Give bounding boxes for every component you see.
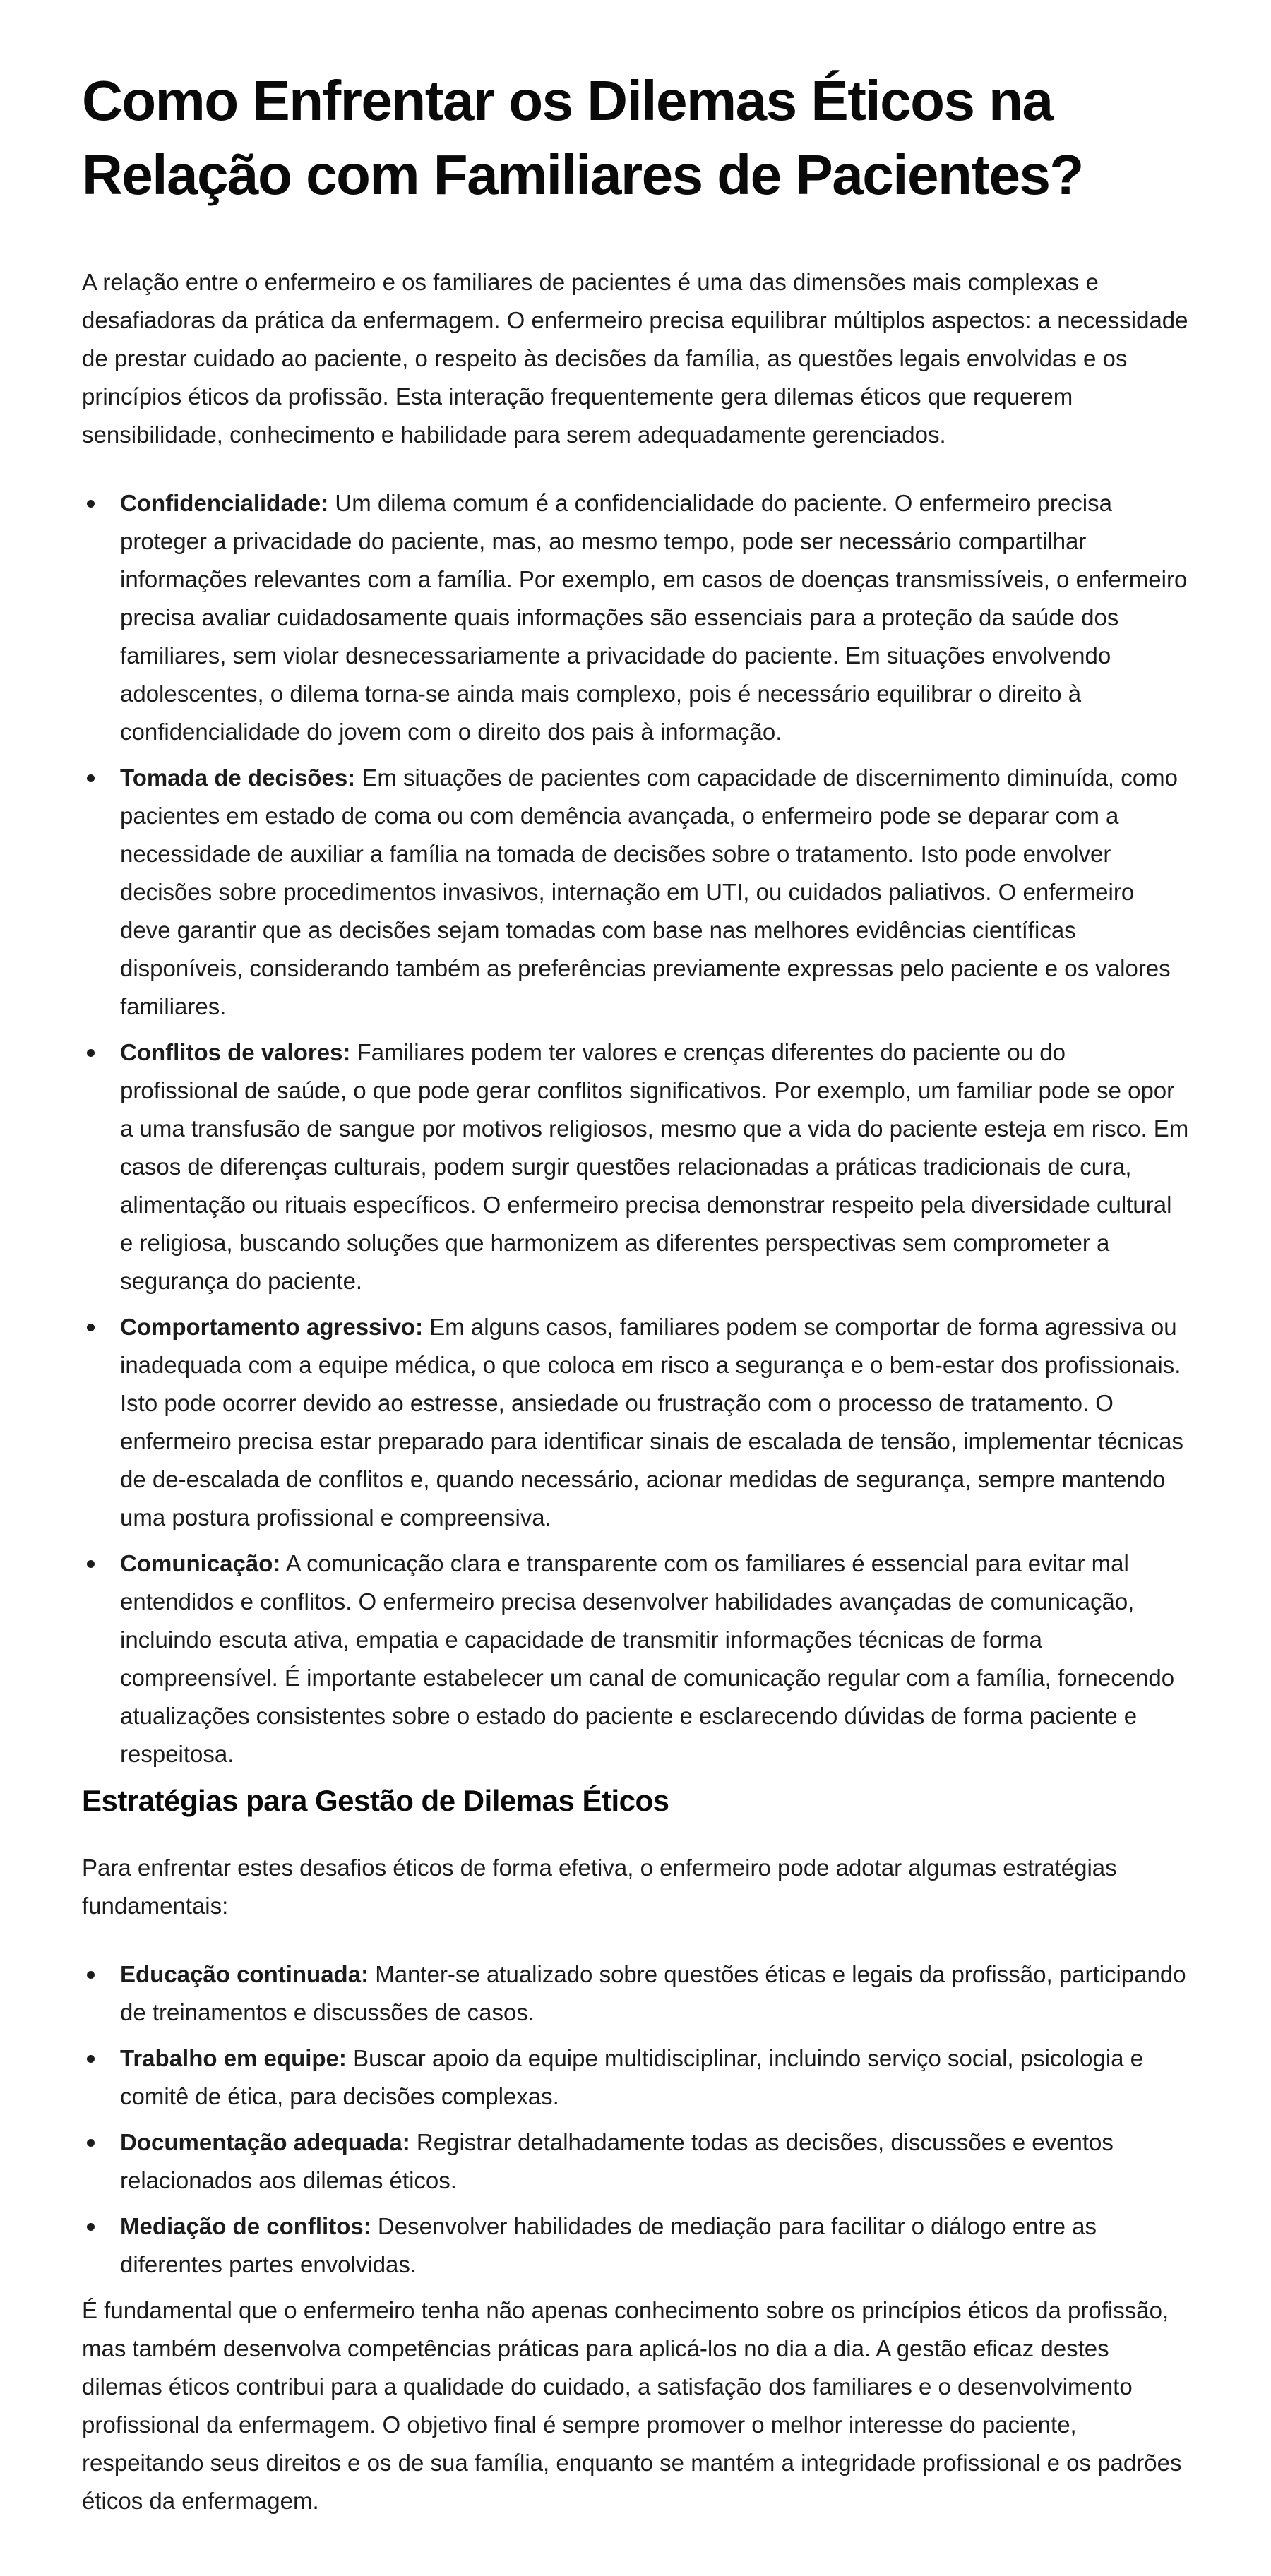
list-item-text: Desenvolver habilidades de mediação para facilitar o diálogo entre as diferentes partes envolvidas. <box>120 2213 1097 2277</box>
conclusion-paragraph: É fundamental que o enfermeiro tenha não apenas conhecimento sobre os princípios éticos da profissão, mas também desenvolva competências práticas para aplicá-los no dia a dia. A gestão eficaz destes dilemas éticos contribui para a qualidade do cuidado, a satisfação dos familiares e o desenvolvimento profissional da enfermagem. O objetivo final é sempre promover o melhor interesse do paciente, respeitando seus direitos e os de sua família, enquanto se mantém a integridade profissional e os padrões éticos da enfermagem. <box>82 2297 1182 2514</box>
list-item-text: Em situações de pacientes com capacidade de discernimento diminuída, como pacientes em estado de coma ou com demência avançada, o enfermeiro pode se deparar com a necessidade de auxiliar a família na tomada de decisões sobre o tratamento. Isto pode envolver decisões sobre procedimentos invasivos, internação em UTI, ou cuidados paliativos. O enfermeiro deve garantir que as decisões sejam tomadas com base nas melhores evidências científicas disponíveis, considerando também as preferências previamente expressas pelo paciente e os valores familiares. <box>120 765 1178 1019</box>
list-item-label: Trabalho em equipe: <box>120 2045 347 2071</box>
section-heading: Estratégias para Gestão de Dilemas Éticos <box>82 1784 669 1817</box>
list-item-text: Um dilema comum é a confidencialidade do paciente. O enfermeiro precisa proteger a privacidade do paciente, mas, ao mesmo tempo, pode ser necessário compartilhar informações relevantes com a família. Por exemplo, em casos de doenças transmissíveis, o enfermeiro precisa avaliar cuidadosamente quais informações são essenciais para a proteção da saúde dos familiares, sem violar desnecessariamente a privacidade do paciente. Em situações envolvendo adolescentes, o dilema torna-se ainda mais complexo, pois é necessário equilibrar o direito à confidencialidade do jovem com o direito dos pais à informação. <box>120 490 1188 745</box>
page-title: Como Enfrentar os Dilemas Éticos na Relação com Familiares de Pacientes? <box>82 69 1083 206</box>
list-item-tomada-de-decisoes <box>82 759 1189 1026</box>
list-item-comportamento-agressivo <box>82 1308 1189 1537</box>
strategies-list <box>82 1955 1189 2284</box>
bullet-icon <box>87 1560 95 1568</box>
list-item-documentacao-adequada <box>82 2123 1189 2200</box>
list-item-label: Confidencialidade: <box>120 490 329 516</box>
list-item-trabalho-em-equipe <box>82 2039 1189 2116</box>
bullet-icon <box>87 2055 95 2063</box>
list-item-text: Manter-se atualizado sobre questões éticas e legais da profissão, participando de treinamentos e discussões de casos. <box>120 1961 1186 2025</box>
bullet-icon <box>87 1971 95 1979</box>
list-item-mediacao-de-conflitos <box>82 2207 1189 2284</box>
list-item-label: Conflitos de valores: <box>120 1039 351 1065</box>
list-item-comunicacao <box>82 1545 1189 1773</box>
list-item-text: A comunicação clara e transparente com os familiares é essencial para evitar mal entendidos e conflitos. O enfermeiro precisa desenvolver habilidades avançadas de comunicação, incluindo escuta ativa, empatia e capacidade de transmitir informações técnicas de forma compreensível. É importante estabelecer um canal de comunicação regular com a família, fornecendo atualizações consistentes sobre o estado do paciente e esclarecendo dúvidas de forma paciente e respeitosa. <box>120 1550 1175 1767</box>
list-item-text: Familiares podem ter valores e crenças diferentes do paciente ou do profissional de saúde, o que pode gerar conflitos significativos. Por exemplo, um familiar pode se opor a uma transfusão de sangue por motivos religiosos, mesmo que a vida do paciente esteja em risco. Em casos de diferenças culturais, podem surgir questões relacionadas a práticas tradicionais de cura, alimentação ou rituais específicos. O enfermeiro precisa demonstrar respeito pela diversidade cultural e religiosa, buscando soluções que harmonizem as diferentes perspectivas sem comprometer a segurança do paciente. <box>120 1039 1189 1294</box>
list-item-educacao-continuada <box>82 1955 1189 2032</box>
list-item-label: Educação continuada: <box>120 1961 369 1987</box>
list-item-label: Mediação de conflitos: <box>120 2213 371 2239</box>
dilemmas-list <box>82 484 1189 1773</box>
list-item-conflitos-de-valores <box>82 1034 1189 1300</box>
list-item-label: Comunicação: <box>120 1550 281 1576</box>
list-item-text: Buscar apoio da equipe multidisciplinar, incluindo serviço social, psicologia e comitê de ética, para decisões complexas. <box>120 2045 1144 2109</box>
strategies-lead: Para enfrentar estes desafios éticos de forma efetiva, o enfermeiro pode adotar algumas estratégias fundamentais: <box>82 1855 1117 1919</box>
bullet-icon <box>87 2223 95 2231</box>
list-item-label: Tomada de decisões: <box>120 765 356 791</box>
list-item-text: Em alguns casos, familiares podem se comportar de forma agressiva ou inadequada com a equipe médica, o que coloca em risco a segurança e o bem-estar dos profissionais. Isto pode ocorrer devido ao estresse, ansiedade ou frustração com o processo de tratamento. O enfermeiro precisa estar preparado para identificar sinais de escalada de tensão, implementar técnicas de de-escalada de conflitos e, quando necessário, acionar medidas de segurança, sempre mantendo uma postura profissional e compreensiva. <box>120 1314 1183 1530</box>
bullet-icon <box>87 2139 95 2147</box>
bullet-icon <box>87 774 95 782</box>
bullet-icon <box>87 1324 95 1331</box>
intro-paragraph: A relação entre o enfermeiro e os familiares de pacientes é uma das dimensões mais complexas e desafiadoras da prática da enfermagem. O enfermeiro precisa equilibrar múltiplos aspectos: a necessidade de prestar cuidado ao paciente, o respeito às decisões da família, as questões legais envolvidas e os princípios éticos da profissão. Esta interação frequentemente gera dilemas éticos que requerem sensibilidade, conhecimento e habilidade para serem adequadamente gerenciados. <box>82 269 1188 448</box>
list-item-label: Documentação adequada: <box>120 2129 410 2155</box>
bullet-icon <box>87 1049 95 1057</box>
bullet-icon <box>87 500 95 508</box>
list-item-confidencialidade <box>82 484 1189 751</box>
list-item-label: Comportamento agressivo: <box>120 1314 424 1340</box>
list-item-text: Registrar detalhadamente todas as decisões, discussões e eventos relacionados aos dilemas éticos. <box>120 2129 1114 2193</box>
